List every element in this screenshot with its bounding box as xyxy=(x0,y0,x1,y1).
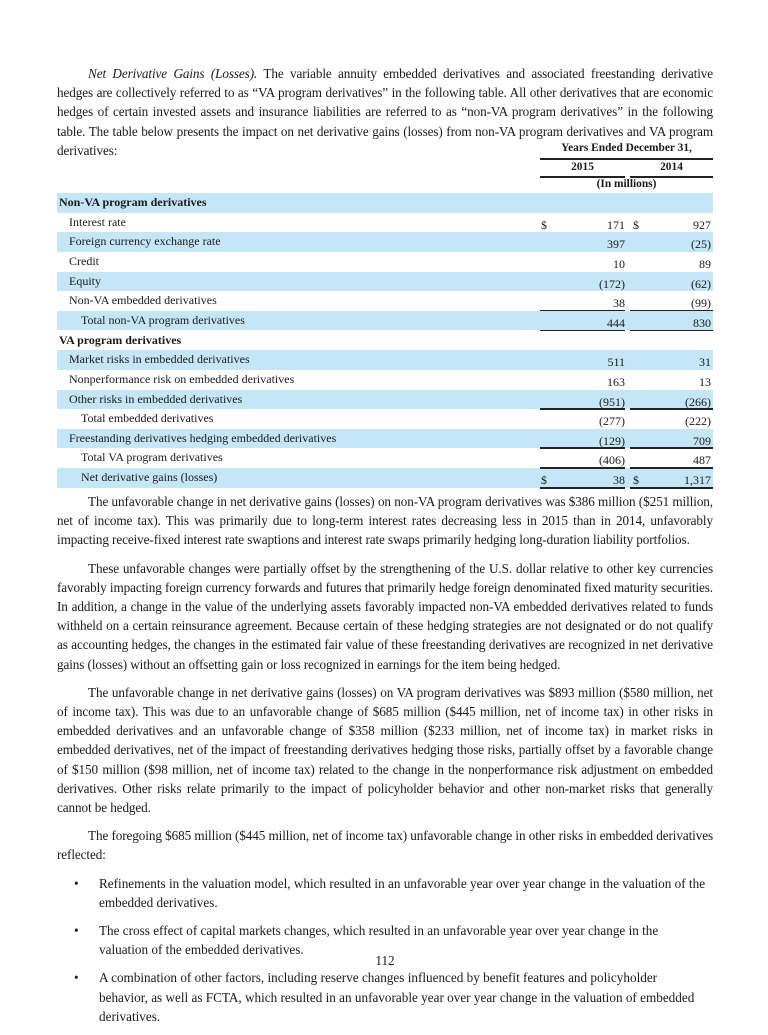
value-2014: 1,317 xyxy=(684,473,711,488)
table-row xyxy=(57,390,713,410)
value-2015: 38 xyxy=(613,296,625,311)
value-2015: 38 xyxy=(613,473,625,488)
table-row xyxy=(57,370,713,390)
table-header-period: Years Ended December 31, xyxy=(561,142,692,154)
table-row xyxy=(57,409,713,429)
paragraph-offset: These unfavorable changes were partially offset by the strengthening of the U.S. dollar relative to other key currencies favorably impacting foreign currency forwards and futures that primarily hedge foreign denominated fixed maturity securities. In addition, a change in the value of the underlying assets favorably impacted non-VA embedded derivatives related to funds withheld on a certain reinsurance agreement. Because certain of these hedging strategies are not designated or do not qualify as accounting hedges, the changes in the estimated fair value of these freestanding derivatives are recognized in net derivative gains (losses) without an offsetting gain or loss recognized in earnings for the item being hedged. xyxy=(57,560,713,672)
value-2014: (62) xyxy=(691,276,711,291)
subtotal-rule xyxy=(630,447,713,449)
header-rule xyxy=(540,158,713,160)
currency-symbol: $ xyxy=(541,217,547,232)
bullet-icon: • xyxy=(74,970,79,986)
intro-lead-heading: Net Derivative Gains (Losses). xyxy=(88,66,258,81)
row-label: Net derivative gains (losses) xyxy=(81,470,218,485)
bullet-item xyxy=(57,968,713,1026)
row-label: Freestanding derivatives hedging embedded derivatives xyxy=(69,430,337,445)
value-2015: (129) xyxy=(599,433,625,448)
subtotal-rule xyxy=(540,467,625,469)
value-2014: (266) xyxy=(685,394,711,409)
table-row xyxy=(57,350,713,370)
intro-text: The variable annuity embedded derivatives and associated freestanding derivative hedges are collectively referred to as “VA program derivatives” in the following table. All other derivatives that are economic hedges of certain invested assets and insurance liabilities are referred to as “non-VA program derivatives” in the following table. The table below presents the impact on net derivative gains (losses) from non-VA program derivatives and VA program derivatives: xyxy=(57,66,714,158)
subtotal-rule xyxy=(540,447,625,449)
currency-symbol: $ xyxy=(541,473,547,488)
table-row xyxy=(57,291,713,311)
value-2014: 927 xyxy=(693,217,711,232)
value-2014: (99) xyxy=(691,296,711,311)
value-2015: 511 xyxy=(607,355,625,370)
grand-total-double-rule xyxy=(630,487,713,489)
table-row xyxy=(57,272,713,292)
bullet-text: Refinements in the valuation model, which resulted in an unfavorable year over year change in the valuation of the embedded derivatives. xyxy=(99,875,706,910)
currency-symbol: $ xyxy=(633,473,639,488)
section-heading: Non-VA program derivatives xyxy=(59,195,207,209)
value-2015: 10 xyxy=(613,256,625,271)
row-label: Market risks in embedded derivatives xyxy=(69,352,250,367)
row-label: Other risks in embedded derivatives xyxy=(69,391,243,406)
value-2015: (406) xyxy=(599,453,625,468)
column-header-2015: 2015 xyxy=(571,161,594,173)
row-label: Total non-VA program derivatives xyxy=(81,312,245,327)
value-2015: (172) xyxy=(599,276,625,291)
bullet-icon: • xyxy=(74,923,79,939)
section-heading: VA program derivatives xyxy=(59,332,182,347)
value-2015: 397 xyxy=(607,237,625,252)
row-label: Total VA program derivatives xyxy=(81,450,223,465)
value-2014: 487 xyxy=(693,453,711,468)
table-row xyxy=(57,331,713,351)
table-row xyxy=(57,429,713,449)
value-2015: 171 xyxy=(607,217,625,232)
value-2014: (222) xyxy=(685,414,711,429)
column-header-2014: 2014 xyxy=(660,161,683,173)
row-label: Foreign currency exchange rate xyxy=(69,234,221,249)
grand-total-double-rule xyxy=(540,487,625,489)
value-2014: 830 xyxy=(693,315,711,330)
value-2015: (951) xyxy=(599,394,625,409)
table-row xyxy=(57,213,713,233)
currency-symbol: $ xyxy=(633,217,639,232)
value-2014: 709 xyxy=(693,433,711,448)
bullet-item xyxy=(57,874,713,912)
row-label: Nonperformance risk on embedded derivatives xyxy=(69,371,295,386)
page-number: 112 xyxy=(375,953,395,968)
subtotal-rule xyxy=(630,467,713,469)
subtotal-rule xyxy=(540,310,625,312)
value-2014: 31 xyxy=(699,355,711,370)
subtotal-rule xyxy=(630,310,713,312)
value-2015: (277) xyxy=(599,414,625,429)
table-row xyxy=(57,232,713,252)
row-label: Equity xyxy=(69,273,101,288)
subtotal-rule xyxy=(540,408,625,410)
table-row xyxy=(57,448,713,468)
table-row xyxy=(57,252,713,272)
paragraph-non-va: The unfavorable change in net derivative gains (losses) on non-VA program derivatives was $386 million ($251 million, net of income tax). This was primarily due to long-term interest rates decreasing less in 2015 than in 2014, unfavorably impacting receive-fixed interest rate swaptions and interest rate swaps primarily hedging long-duration liability portfolios. xyxy=(57,494,713,548)
table-units: (In millions) xyxy=(596,178,657,190)
bullet-icon: • xyxy=(74,875,79,891)
paragraph-foregoing: The foregoing $685 million ($445 million, net of income tax) unfavorable change in other risks in embedded derivatives reflected: xyxy=(57,828,713,863)
row-label: Non-VA embedded derivatives xyxy=(69,293,217,308)
row-label: Interest rate xyxy=(69,214,126,229)
subtotal-rule xyxy=(630,408,713,410)
value-2014: 89 xyxy=(699,256,711,271)
bullet-list xyxy=(57,874,713,1026)
table-row xyxy=(57,468,713,488)
row-label: Total embedded derivatives xyxy=(81,411,214,426)
value-2015: 163 xyxy=(607,374,625,389)
value-2015: 444 xyxy=(607,315,625,330)
row-label: Credit xyxy=(69,253,99,268)
bullet-text: The cross effect of capital markets changes, which resulted in an unfavorable year over year change in the valuation of the embedded derivatives. xyxy=(99,923,659,958)
table-row xyxy=(57,193,713,213)
paragraph-va: The unfavorable change in net derivative gains (losses) on VA program derivatives was $893 million ($580 million, net of income tax). This was due to an unfavorable change of $685 million ($445 million, net of income tax) in other risks in embedded derivatives and an unfavorable change of $358 million ($233 million, net of income tax) in market risks in embedded derivatives, net of the impact of freestanding derivatives hedging those risks, partially offset by a favorable change of $150 million ($98 million, net of income tax) related to the change in the nonperformance risk adjustment on embedded derivatives. Other risks relate primarily to the impact of policyholder behavior and other non-market risks that generally cannot be hedged. xyxy=(57,684,713,816)
value-2014: (25) xyxy=(691,237,711,252)
bullet-text: A combination of other factors, including reserve changes influenced by benefit features and policyholder behavior, as well as FCTA, which resulted in an unfavorable year over year change in the valuation of embedded derivatives. xyxy=(99,970,695,1024)
table-row xyxy=(57,311,713,331)
value-2014: 13 xyxy=(699,374,711,389)
